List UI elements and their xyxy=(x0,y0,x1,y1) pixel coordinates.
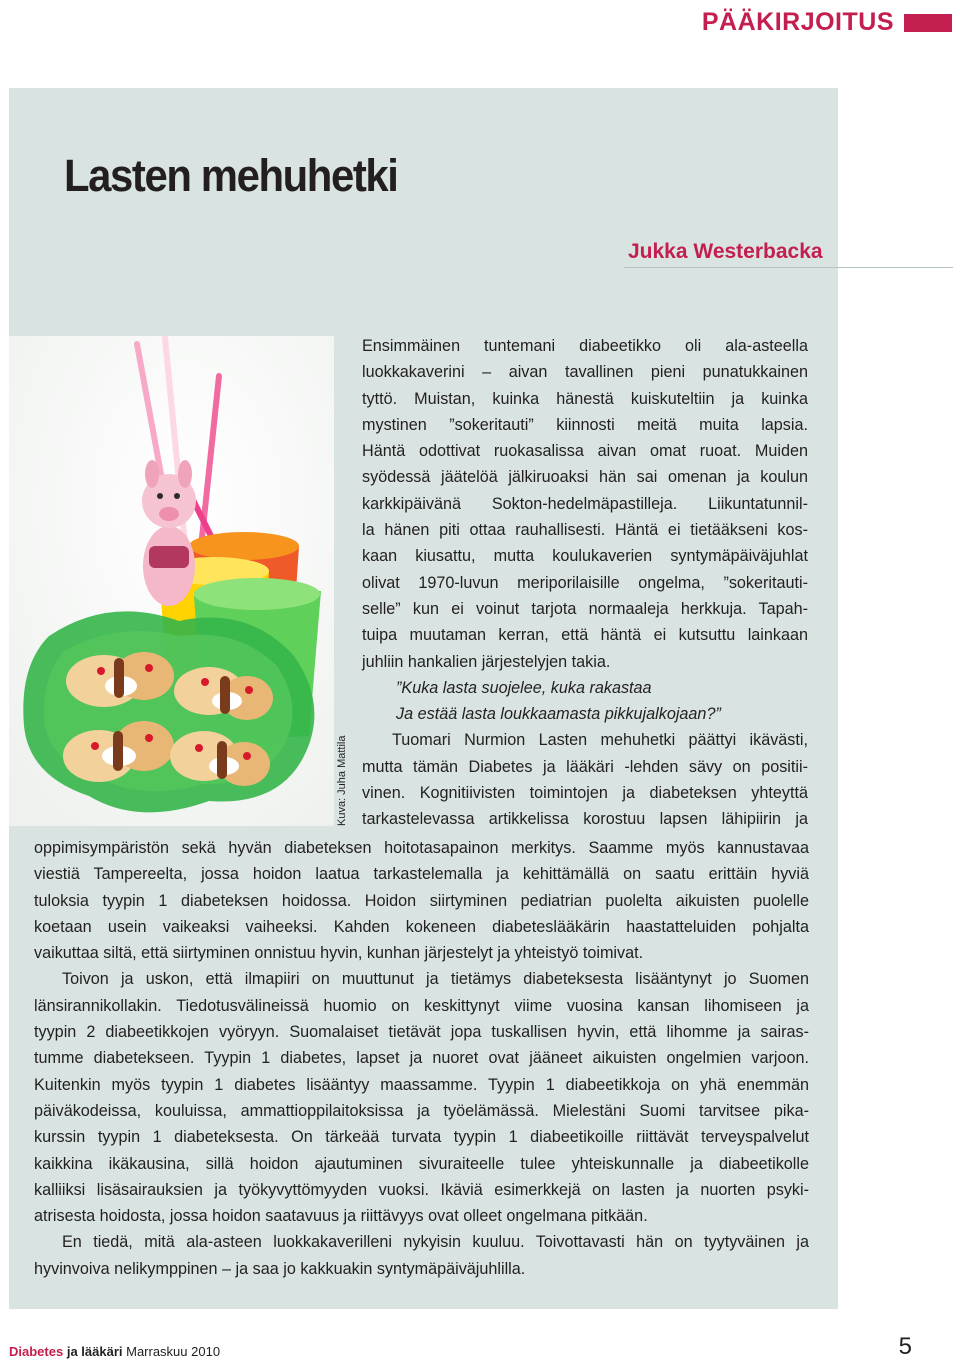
magazine-name-part2: ja lääkäri xyxy=(66,1344,123,1359)
author-divider xyxy=(624,267,953,268)
column-line: Häntä odottivat ruokasalissa aivan omat ruoat. Muiden xyxy=(362,442,808,461)
column-line: olivat 1970-luvun meriporilaisille ongelma, ”sokeritauti- xyxy=(362,573,808,592)
full-line: hyvinvoiva nelikymppinen – ja saa jo kakkuakin syntymäpäiväjuhlilla. xyxy=(34,1259,526,1278)
column-line: tuipa muutaman kerran, että häntä ei kutsuttu lainkaan xyxy=(362,626,808,645)
article-title: Lasten mehuhetki xyxy=(64,150,398,201)
full-line: tumme diabetekseen. Tyypin 1 diabetes, lapset ja nuoret ovat jääneet aikuisten ongelmien varjoon. xyxy=(34,1049,809,1068)
section-label-block xyxy=(904,14,952,32)
column-line: Ensimmäinen tuntemani diabeetikko oli ala-asteella xyxy=(362,337,808,355)
quote-line: Ja estää lasta loukkaamasta pikkujalkojaan?” xyxy=(396,705,721,724)
quote-line: ”Kuka lasta suojelee, kuka rakastaa xyxy=(396,678,652,697)
footer-publication xyxy=(9,1344,220,1359)
column-line: mystinen ”sokeritauti” kiinnosti meitä muita lapsia. xyxy=(362,415,808,434)
issue-date: Marraskuu 2010 xyxy=(126,1344,221,1359)
section-label-text: PÄÄKIRJOITUS xyxy=(701,8,894,36)
full-line: Toivon ja uskon, että ilmapiiri on muuttunut ja tietämys diabeteksesta lisääntynyt jo Suomen xyxy=(62,970,809,989)
full-line: länsirannikollakin. Tiedotusvälineissä huomio on keskittynyt viime vuosina kansan lihomiseen ja xyxy=(34,996,809,1015)
full-line: tuloksia tyypin 1 diabeteksen hoidossa. Hoidon siirtyminen pediatrian puolelta aikuisten puolelle xyxy=(34,891,809,910)
article-full-width-text xyxy=(34,835,809,1282)
section-label xyxy=(702,8,952,37)
article-photo xyxy=(9,336,334,826)
column-line: selle” kun ei voinut tarjota normaaleja herkkuja. Tapah- xyxy=(362,599,808,618)
full-line: tyypin 2 diabeetikkojen vyöryyn. Suomalaiset tietävät jopa tuskallisen hyvin, että lihomme ja sairas- xyxy=(34,1023,809,1042)
article-author: Jukka Westerbacka xyxy=(628,240,823,263)
column-line: la hänen piti ottaa rauhallisesti. Häntä ei tietääkseni kos- xyxy=(362,521,808,540)
full-line: En tiedä, mitä ala-asteen luokkakaverilleni nykyisin kuuluu. Toivottavasti hän on tyytyväinen ja xyxy=(62,1233,809,1252)
column-line: vinen. Kognitiivisten toimintojen ja diabeteksen yhteyttä xyxy=(362,784,808,803)
page-number: 5 xyxy=(898,1333,912,1360)
column-line: tyttö. Muistan, kuinka hänestä kuiskuteltiin ja kuinka xyxy=(362,389,808,408)
full-line: kurssin tyypin 1 diabeteksesta. On tärkeää turvata tyypin 1 diabeetikoille riittävät terveyspalvelut xyxy=(34,1128,809,1147)
column-line: kaan kiusattu, mutta koulukaverien syntymäpäiväjuhlat xyxy=(362,547,808,566)
column-line: mutta tämän Diabetes ja lääkäri -lehden sävy on positii- xyxy=(362,757,808,776)
full-line: oppimisympäristön sekä hyvän diabeteksen hoitotasapainon merkitys. Saamme myös kannustavaa xyxy=(34,839,809,857)
full-line: vaikuttaa siltä, että siirtyminen onnistuu hyvin, kunhan järjestelyt ja yhteistyö toimivat. xyxy=(34,944,644,963)
full-line: viestiä Tampereelta, jossa hoidon laatua tarkastelemalla ja kehittämällä on saatu erittäin hyviä xyxy=(34,865,809,884)
food-photo-illustration xyxy=(9,336,334,826)
column-line: tarkastelevassa artikkelissa korostuu lapsen lähipiirin ja xyxy=(362,810,808,829)
column-line: syödessä jäätelöä jälkiruoaksi hän sai omenan ja koulun xyxy=(362,468,808,487)
full-line: päiväkodeissa, kouluissa, ammattioppilaitoksissa ja työelämässä. Mielestäni Suomi tarvitsee pika- xyxy=(34,1101,809,1120)
full-line: kaikkina ikäkausina, sillä hoidon ajautuminen sivuraiteelle tulee yhteiskunnalle ja diabeetikolle xyxy=(34,1154,809,1173)
column-line: juhliin hankalien järjestelyjen takia. xyxy=(362,652,611,671)
full-line: koetaan usein vaikeaksi vaiheeksi. Kahden kokeneen diabeteslääkärin haastatteluiden pohjalta xyxy=(34,917,809,936)
column-line: Tuomari Nurmion Lasten mehuhetki päättyi ikävästi, xyxy=(392,731,808,750)
column-line: karkkipäivänä Sokton-hedelmäpastilleja. Liikuntatunnil- xyxy=(362,494,808,513)
article-column-text xyxy=(362,333,808,833)
magazine-name-part1: Diabetes xyxy=(9,1344,64,1359)
photo-credit: Kuva: Juha Mattila xyxy=(336,735,348,826)
full-line: kalliiksi lisäsairauksien ja työkyvyttömyyden vuoksi. Ikäviä esimerkkejä on lasten ja nuorten psyki- xyxy=(34,1180,809,1199)
full-line: Kuitenkin myös tyypin 1 diabetes lisääntyy maassamme. Tyypin 1 diabeetikkoja on yhä enemmän xyxy=(34,1075,809,1094)
full-line: atrisesta hoidosta, jossa hoidon saatavuus ja riittävyys ovat olleet ongelmana pitkään. xyxy=(34,1207,648,1226)
column-line: luokkakaverini – aivan tavallinen pieni punatukkainen xyxy=(362,363,808,382)
